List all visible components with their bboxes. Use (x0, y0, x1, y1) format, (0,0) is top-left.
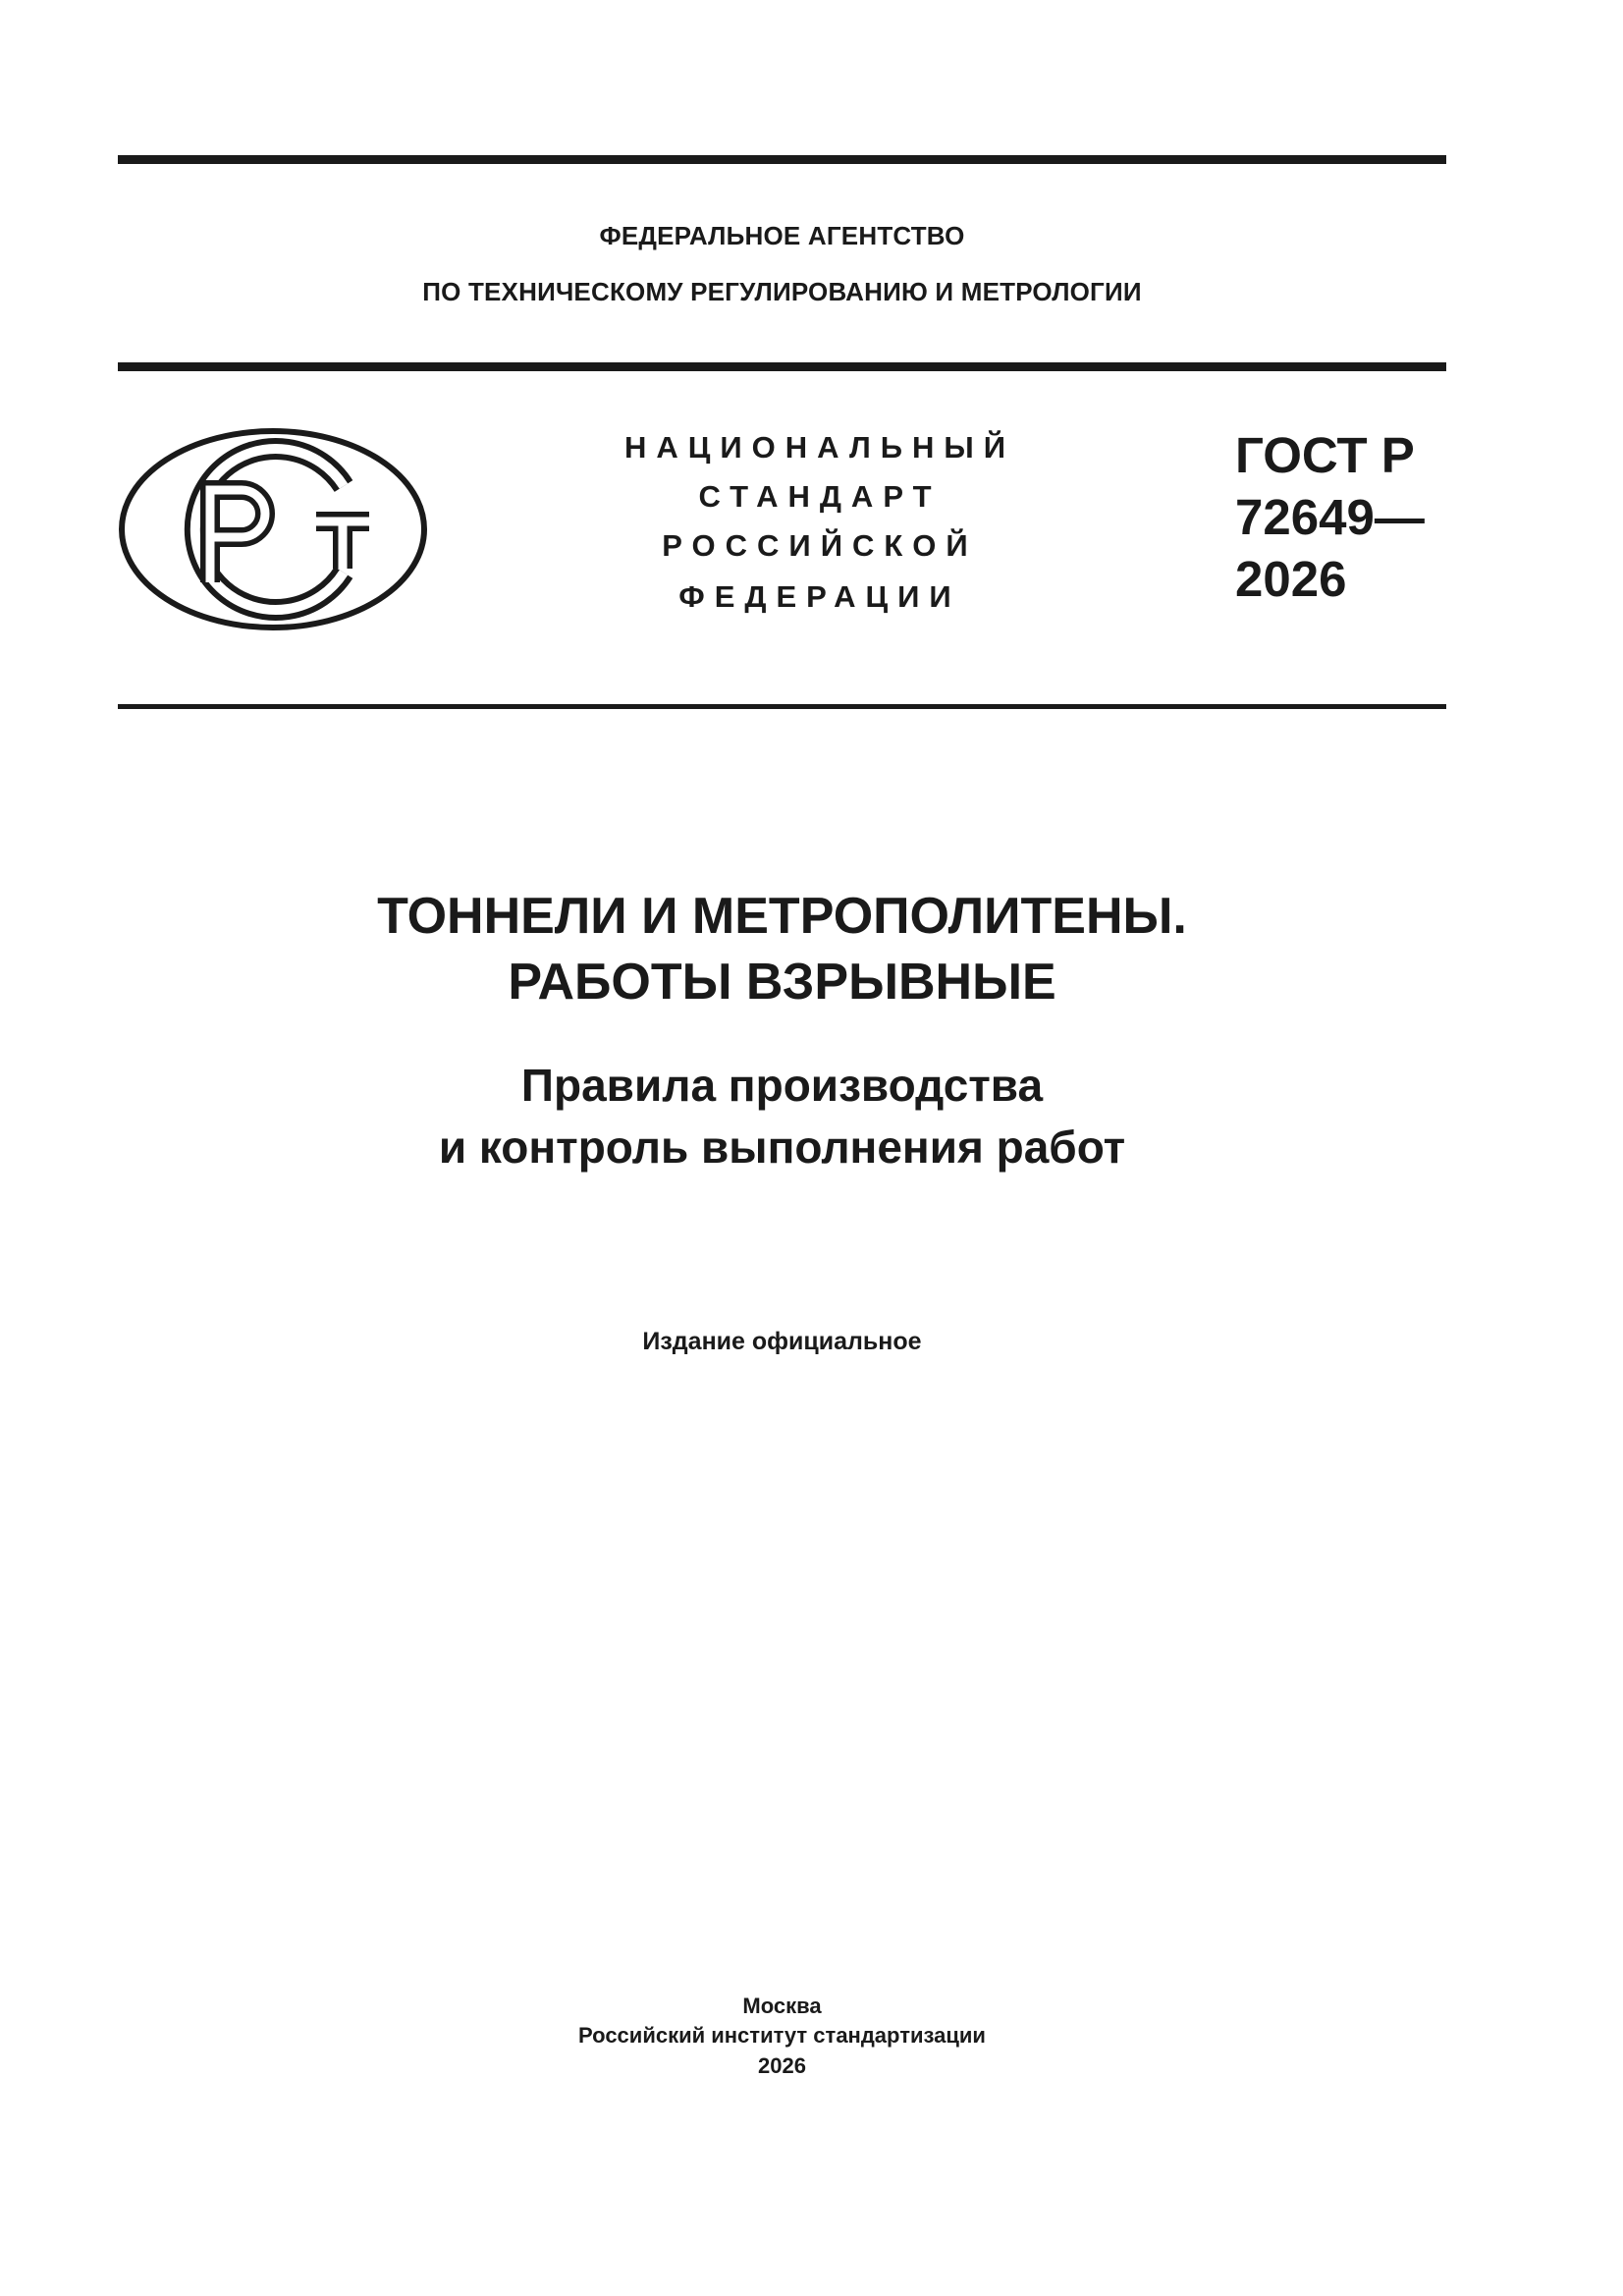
edition-note: Издание официальное (642, 1328, 922, 1355)
middle-rule (118, 362, 1446, 371)
subtitle-line-1: Правила производства (520, 1060, 1044, 1111)
designation-line-1: ГОСТ Р (1235, 427, 1415, 483)
subtitle-line-2: и контроль выполнения работ (438, 1121, 1126, 1173)
main-title-line-2: РАБОТЫ ВЗРЫВНЫЕ (508, 954, 1056, 1011)
national-standard-line-3: РОССИЙСКОЙ (662, 528, 978, 563)
designation-line-3: 2026 (1235, 551, 1347, 607)
designation-line-2: 72649— (1235, 489, 1425, 545)
imprint-city: Москва (742, 1994, 822, 2018)
imprint-publisher: Российский институт стандартизации (578, 2023, 986, 2048)
main-title-line-1: ТОННЕЛИ И МЕТРОПОЛИТЕНЫ. (377, 888, 1187, 945)
bottom-rule (118, 704, 1446, 709)
rst-conformity-mark-icon (116, 425, 430, 633)
national-standard-line-1: НАЦИОНАЛЬНЫЙ (623, 430, 1016, 465)
national-standard-line-2: СТАНДАРТ (698, 479, 942, 514)
national-standard-line-4: ФЕДЕРАЦИИ (678, 579, 961, 614)
standard-designation (1235, 424, 1425, 610)
imprint-year: 2026 (758, 2053, 806, 2078)
agency-name-line-1: ФЕДЕРАЛЬНОЕ АГЕНТСТВО (599, 221, 965, 250)
agency-name-line-2: ПО ТЕХНИЧЕСКОМУ РЕГУЛИРОВАНИЮ И МЕТРОЛОГИИ (422, 277, 1142, 306)
top-rule (118, 155, 1446, 164)
